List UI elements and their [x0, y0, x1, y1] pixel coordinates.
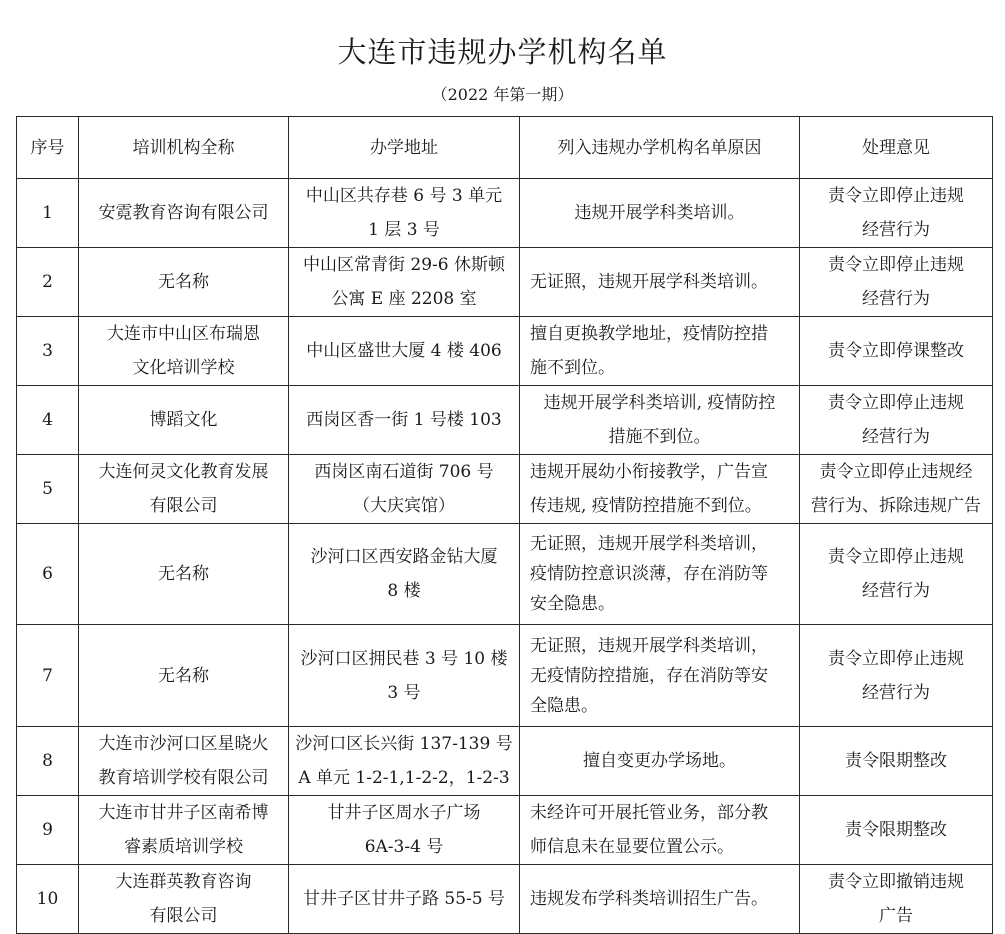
row-name: 大连群英教育咨询 有限公司 — [79, 865, 289, 934]
header-no: 序号 — [17, 117, 79, 179]
row-action: 责令限期整改 — [800, 796, 993, 865]
header-action: 处理意见 — [800, 117, 993, 179]
row-name: 无名称 — [79, 625, 289, 727]
row-no: 6 — [17, 524, 79, 625]
row-reason: 违规开展学科类培训。 — [520, 179, 800, 248]
row-no: 3 — [17, 317, 79, 386]
table-row — [17, 248, 993, 317]
row-address: 中山区共存巷 6 号 3 单元 1 层 3 号 — [289, 179, 520, 248]
table-row — [17, 625, 993, 727]
row-address: 沙河口区长兴街 137-139 号 A 单元 1-2-1,1-2-2，1-2-3 — [289, 727, 520, 796]
table-row — [17, 796, 993, 865]
row-reason: 无证照，违规开展学科类培训。 — [520, 248, 800, 317]
row-action: 责令立即停止违规 经营行为 — [800, 386, 993, 455]
row-reason: 擅自变更办学场地。 — [520, 727, 800, 796]
row-name: 博蹈文化 — [79, 386, 289, 455]
row-action: 责令立即停止违规 经营行为 — [800, 625, 993, 727]
row-action: 责令立即停止违规 经营行为 — [800, 524, 993, 625]
row-reason: 无证照，违规开展学科类培训， 无疫情防控措施，存在消防等安 全隐患。 — [520, 625, 800, 727]
row-reason: 违规发布学科类培训招生广告。 — [520, 865, 800, 934]
row-address: 中山区盛世大厦 4 楼 406 — [289, 317, 520, 386]
row-address: 西岗区香一街 1 号楼 103 — [289, 386, 520, 455]
row-no: 2 — [17, 248, 79, 317]
table-row — [17, 727, 993, 796]
row-no: 8 — [17, 727, 79, 796]
row-action: 责令立即停止违规经 营行为、拆除违规广告 — [800, 455, 993, 524]
table-row — [17, 524, 993, 625]
row-address: 甘井子区甘井子路 55-5 号 — [289, 865, 520, 934]
row-action: 责令立即停课整改 — [800, 317, 993, 386]
row-action: 责令立即撤销违规 广告 — [800, 865, 993, 934]
row-no: 5 — [17, 455, 79, 524]
row-name: 无名称 — [79, 248, 289, 317]
row-no: 7 — [17, 625, 79, 727]
row-address: 甘井子区周水子广场 6A-3-4 号 — [289, 796, 520, 865]
violations-table — [16, 116, 993, 934]
row-address: 沙河口区拥民巷 3 号 10 楼 3 号 — [289, 625, 520, 727]
table-row — [17, 179, 993, 248]
table-header-row — [17, 117, 993, 179]
row-reason: 违规开展幼小衔接教学，广告宣 传违规, 疫情防控措施不到位。 — [520, 455, 800, 524]
table-row — [17, 386, 993, 455]
row-address: 西岗区南石道街 706 号 （大庆宾馆） — [289, 455, 520, 524]
table-row — [17, 865, 993, 934]
document-title: 大连市违规办学机构名单 — [337, 35, 668, 69]
row-name: 大连市沙河口区星晓火 教育培训学校有限公司 — [79, 727, 289, 796]
header-address: 办学地址 — [289, 117, 520, 179]
row-action: 责令限期整改 — [800, 727, 993, 796]
row-name: 大连市甘井子区南希博 睿素质培训学校 — [79, 796, 289, 865]
document-subtitle: （2022 年第一期） — [431, 85, 574, 104]
row-reason: 无证照，违规开展学科类培训， 疫情防控意识淡薄，存在消防等 安全隐患。 — [520, 524, 800, 625]
row-action: 责令立即停止违规 经营行为 — [800, 248, 993, 317]
row-reason: 违规开展学科类培训, 疫情防控 措施不到位。 — [520, 386, 800, 455]
row-no: 10 — [17, 865, 79, 934]
row-no: 1 — [17, 179, 79, 248]
header-reason: 列入违规办学机构名单原因 — [520, 117, 800, 179]
row-address: 中山区常青街 29-6 休斯顿 公寓 E 座 2208 室 — [289, 248, 520, 317]
row-address: 沙河口区西安路金钻大厦 8 楼 — [289, 524, 520, 625]
row-name: 安霓教育咨询有限公司 — [79, 179, 289, 248]
row-action: 责令立即停止违规 经营行为 — [800, 179, 993, 248]
table-row — [17, 317, 993, 386]
row-reason: 未经许可开展托管业务，部分教 师信息未在显要位置公示。 — [520, 796, 800, 865]
row-no: 4 — [17, 386, 79, 455]
table-row — [17, 455, 993, 524]
row-no: 9 — [17, 796, 79, 865]
row-reason: 擅自更换教学地址，疫情防控措 施不到位。 — [520, 317, 800, 386]
row-name: 大连市中山区布瑞恩 文化培训学校 — [79, 317, 289, 386]
row-name: 大连何灵文化教育发展 有限公司 — [79, 455, 289, 524]
row-name: 无名称 — [79, 524, 289, 625]
header-name: 培训机构全称 — [79, 117, 289, 179]
